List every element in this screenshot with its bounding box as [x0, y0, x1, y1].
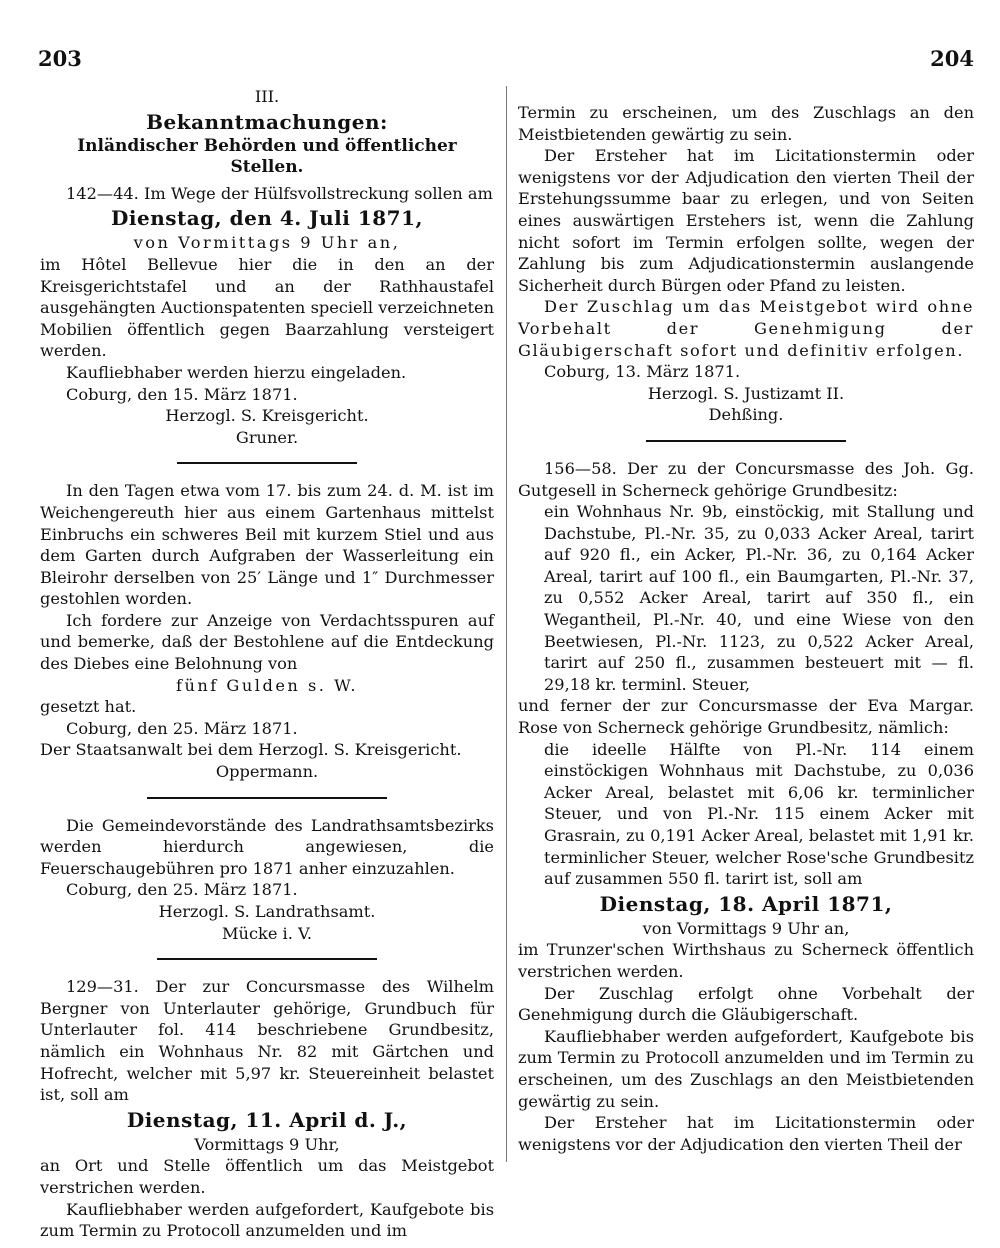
notice-authority: Herzogl. S. Kreisgericht.: [165, 406, 369, 426]
separator-rule: [646, 440, 846, 442]
notice-body: Kaufliebhaber werden aufgefordert, Kaufgebote bis zum Termin zu Protocoll anzumelden und im: [40, 1199, 494, 1241]
notice-date: Dienstag, 18. April 1871,: [599, 891, 893, 916]
notice-auction-mobilien: [40, 183, 494, 449]
notice-body: Der Ersteher hat im Licitationstermin oder wenigstens vor der Adjudication den vierten Theil der: [518, 1113, 974, 1154]
notice-signature: Oppermann.: [215, 762, 319, 782]
notice-property-list: die ideelle Hälfte von Pl.-Nr. 114 einem einstöckigen Wohnhaus mit Dachstube, zu 0,036 Acker Areal, belastet mit 6,06 kr. terminlicher Steuer, und von Pl.-Nr. 115 einem Acker mit Grasrain, zu 0,191 Acker Areal, belastet mit 1,91 kr. terminlicher Steuer, welcher Rose'sche Grundbesitz auf zusammen 550 fl. tarirt ist, soll am: [544, 739, 974, 889]
notice-body: im Hôtel Bellevue hier die in den an der Kreisgerichtstafel und an der Rathhaustafel ausgehängten Auctionspatenten speciell verzeichneten Mobilien öffentlich gegen Baarzahlung versteigert werden.: [40, 254, 494, 361]
notice-body: 129—31. Der zur Concursmasse des Wilhelm Bergner von Unterlauter gehörige, Grundbuch für Unterlauter fol. 414 beschriebene Grundbesitz, nämlich ein Wohnhaus Nr. 82 mit Gärtchen und Hofrecht, welcher mit 5,97 kr. Steuereinheit belastet ist, soll am: [40, 977, 494, 1105]
notice-authority: Herzogl. S. Landrathsamt.: [158, 902, 376, 921]
notice-time: von Vormittags 9 Uhr an,: [133, 233, 401, 253]
notice-time: Vormittags 9 Uhr,: [194, 1134, 340, 1154]
notice-body: Die Gemeindevorstände des Landrathsamtsbezirks werden hierdurch angewiesen, die Feuerschaugebühren pro 1871 anher einzuzahlen.: [40, 815, 494, 878]
notice-place-date: Coburg, den 25. März 1871.: [66, 880, 298, 900]
notice-intro: 142—44. Im Wege der Hülfsvollstreckung sollen am: [66, 183, 493, 203]
notice-authority: Der Staatsanwalt bei dem Herzogl. S. Kreisgericht.: [40, 740, 462, 760]
notice-body: Der Ersteher hat im Licitationstermin oder wenigstens vor der Adjudication den vierten Theil der Erstehungssumme baar zu erlegen, und von Seiten eines auswärtigen Erstehers ist, wenn die Zahlung nicht sofort im Termin erfolgen sollte, wegen der Zahlung bis zum Adjudicationstermin auslangende Sicherheit durch Bürgen oder Pfand zu leisten.: [518, 146, 974, 295]
right-column: [518, 102, 974, 1155]
notice-body: In den Tagen etwa vom 17. bis zum 24. d. M. ist im Weichengereuth hier aus einem Gartenhaus mittelst Einbruchs ein schweres Beil mit kurzem Stiel und aus dem Garten durch Aufgraben der Wasserleitung ein Bleirohr derselben von 25′ Länge und 1″ Durchmesser gestohlen worden.: [40, 481, 494, 609]
section-subtitle: Inländischer Behörden und öffentlicher Stellen.: [77, 135, 457, 178]
separator-rule: [147, 797, 387, 799]
notice-body: Termin zu erscheinen, um des Zuschlags an den Meistbietenden gewärtig zu sein.: [518, 103, 974, 144]
left-column: [40, 86, 494, 1242]
notice-body: und ferner der zur Concursmasse der Eva Margar. Rose von Scherneck gehörige Grundbesitz, nämlich:: [518, 696, 974, 738]
notice-invite: Kaufliebhaber werden hierzu eingeladen.: [66, 362, 407, 382]
notice-authority: Herzogl. S. Justizamt II.: [647, 383, 845, 403]
notice-theft: [40, 480, 494, 782]
notice-body: Der Zuschlag erfolgt ohne Vorbehalt der Genehmigung durch die Gläubigerschaft.: [518, 983, 974, 1025]
notice-signature: Gruner.: [235, 427, 299, 447]
column-divider: [506, 86, 507, 1162]
notice-auction-bergner: [40, 976, 494, 1242]
notice-time: von Vormittags 9 Uhr an,: [642, 918, 850, 938]
notice-fire-fees: [40, 815, 494, 945]
section-title: Bekanntmachungen:: [146, 109, 388, 134]
notice-auction-gutgesell: [518, 458, 974, 1155]
notice-reward: fünf Gulden s. W.: [175, 675, 359, 695]
notice-body: Ich fordere zur Anzeige von Verdachtsspuren auf und bemerke, daß der Bestohlene auf die Entdeckung des Diebes eine Belohnung von: [40, 610, 494, 674]
notice-intro: 156—58. Der zu der Concursmasse des Joh. Gg. Gutgesell in Scherneck gehörige Grundbesitz:: [518, 458, 974, 500]
notice-signature: Dehßing.: [708, 405, 784, 425]
notice-body: Der Zuschlag um das Meistgebot wird ohne Vorbehalt der Genehmigung der Gläubigerschaft sofort und definitiv erfolgen.: [518, 297, 974, 360]
separator-rule: [157, 958, 377, 960]
notice-date: Dienstag, den 4. Juli 1871,: [111, 206, 423, 231]
notice-signature: Mücke i. V.: [221, 923, 313, 943]
notice-body: Kaufliebhaber werden aufgefordert, Kaufgebote bis zum Termin zu Protocoll anzumelden und im Termin zu erscheinen, um des Zuschlags an den Meistbietenden gewärtig zu sein.: [518, 1026, 974, 1111]
notice-place-date: Coburg, den 25. März 1871.: [66, 718, 298, 738]
section-number: III.: [254, 87, 280, 106]
notice-date: Dienstag, 11. April d. J.,: [126, 1107, 408, 1132]
notice-body: gesetzt hat.: [40, 697, 137, 717]
page-number-right: 204: [930, 46, 974, 71]
page-number-left: 203: [38, 46, 82, 71]
separator-rule: [177, 462, 357, 464]
notice-body: an Ort und Stelle öffentlich um das Meistgebot verstrichen werden.: [40, 1156, 494, 1197]
notice-place-date: Coburg, den 15. März 1871.: [66, 384, 298, 404]
notice-place-date: Coburg, 13. März 1871.: [544, 362, 741, 382]
notice-body: im Trunzer'schen Wirthshaus zu Scherneck öffentlich verstrichen werden.: [518, 940, 974, 981]
notice-property-list: ein Wohnhaus Nr. 9b, einstöckig, mit Stallung und Dachstube, Pl.-Nr. 35, zu 0,033 Acker Areal, tarirt auf 920 fl., ein Acker, Pl.-Nr. 36, zu 0,164 Acker Areal, tarirt auf 100 fl., ein Baumgarten, Pl.-Nr. 37, zu 0,552 Acker Areal, tarirt auf 350 fl., ein Wegantheil, Pl.-Nr. 40, und eine Wiese von den Beetwiesen, Pl.-Nr. 1123, zu 0,522 Acker Areal, tarirt auf 250 fl., zusammen besteuert mit — fl. 29,18 kr. terminl. Steuer,: [544, 502, 974, 694]
notice-continuation: [518, 102, 974, 426]
